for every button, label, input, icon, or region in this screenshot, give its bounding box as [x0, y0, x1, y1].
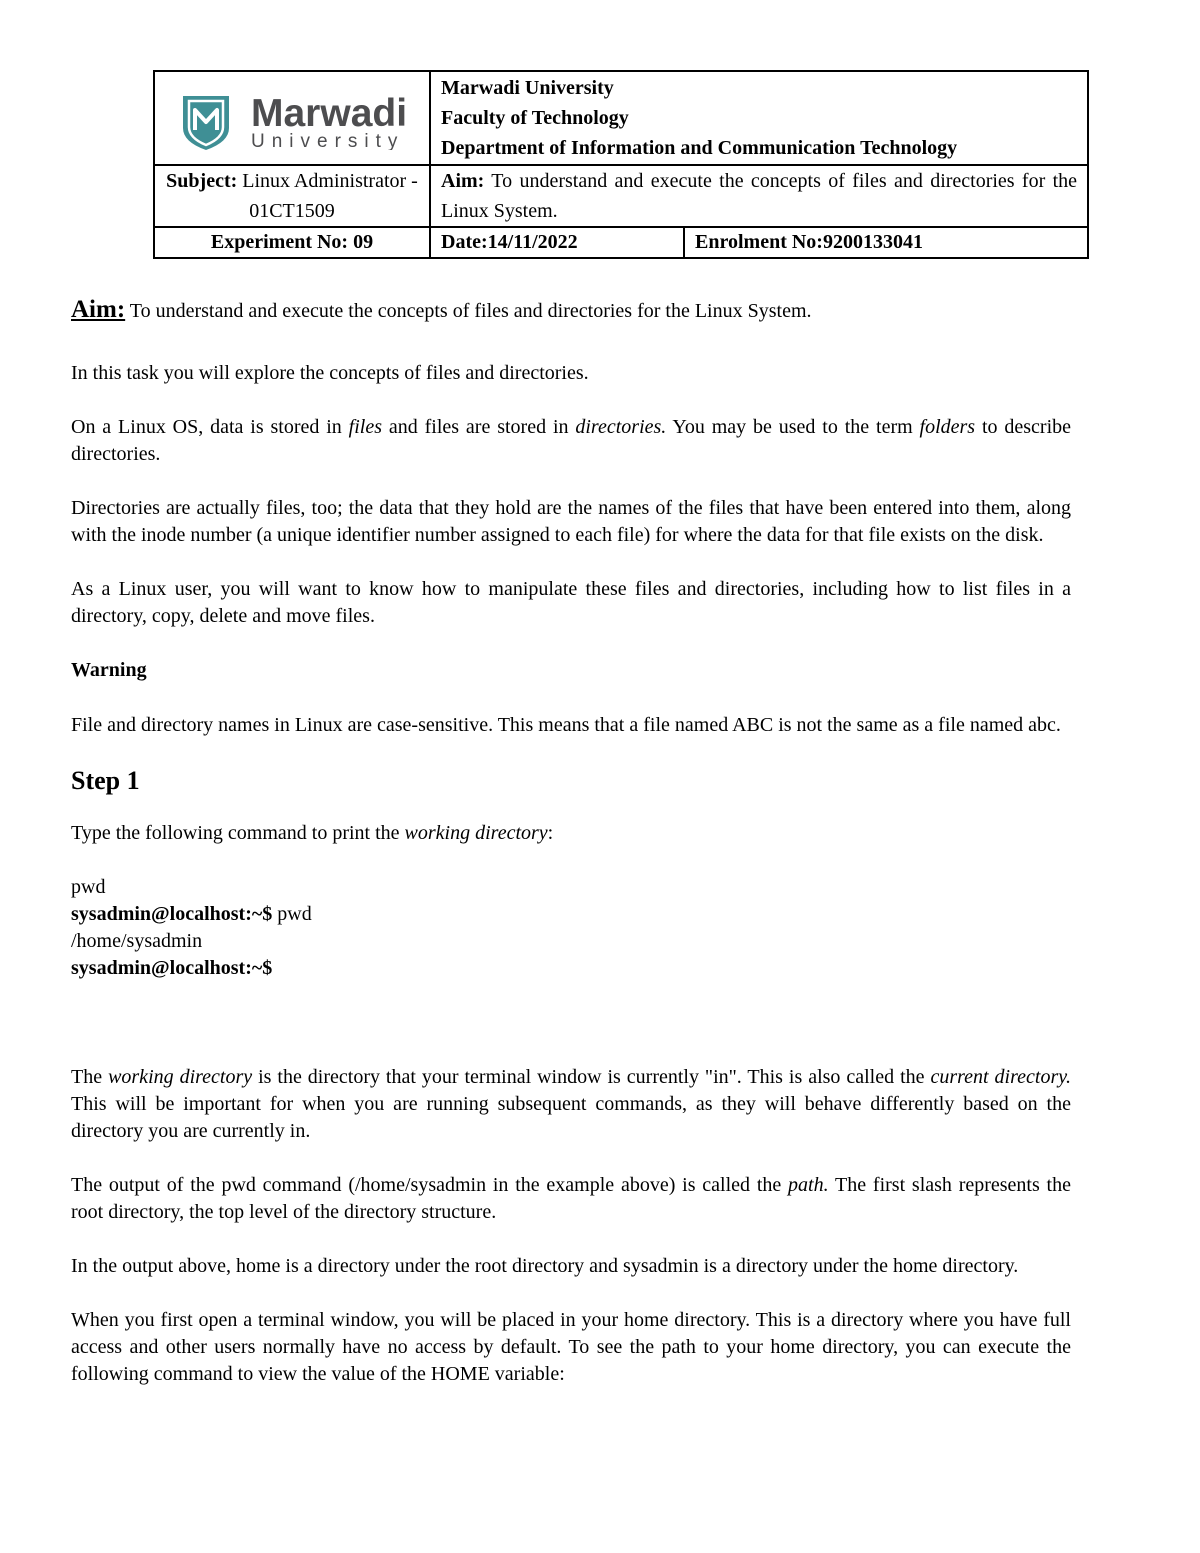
step-title: Step 1: [71, 766, 140, 795]
code-line-prompt: [71, 901, 1071, 928]
code-output: /home/sysadmin: [71, 930, 203, 952]
subject-value: Linux Administrator - 01CT1509: [237, 170, 418, 222]
warning-text: File and directory names in Linux are case-sensitive. This means that a file named ABC is not the same as a file named abc.: [71, 714, 1061, 736]
logo-cell: [154, 71, 430, 165]
text-run-italic: files: [348, 416, 383, 438]
experiment-number: Experiment No: 09: [154, 227, 430, 258]
text-run: On a Linux OS, data is stored in: [71, 416, 349, 438]
logo-word: Marwadi: [251, 92, 408, 135]
text-run: This will be important for when you are running subsequent commands, as they will behave differently based on the directory you are currently in.: [71, 1093, 1071, 1142]
document-body: [71, 296, 1071, 1388]
code-command-after-prompt: pwd: [272, 903, 312, 925]
text-run: The output of the pwd command (/home/sysadmin in the example above) is called the: [71, 1174, 789, 1196]
terminal-prompt: sysadmin@localhost:~$: [71, 903, 273, 925]
experiment-date: Date:14/11/2022: [430, 227, 684, 258]
university-info: [430, 71, 1088, 165]
aim-cell: [430, 165, 1088, 227]
header-aim-label: Aim:: [441, 170, 485, 192]
text-run-italic: directories.: [575, 416, 667, 438]
text-run: is the directory that your terminal window is currently "in". This is also called the: [252, 1066, 931, 1088]
subject-label: Subject:: [166, 170, 238, 192]
text-run-italic: working directory: [108, 1066, 253, 1088]
paragraph-path: [71, 1172, 1071, 1226]
text-run-italic: working directory: [404, 822, 548, 844]
paragraph-working-directory: [71, 1064, 1071, 1145]
aim-label: Aim:: [71, 296, 126, 323]
code-command: pwd: [71, 876, 106, 898]
text-run: Type the following command to print the: [71, 822, 405, 844]
header-aim-value: To understand and execute the concepts of files and directories for the Linux System.: [441, 170, 1078, 222]
paragraph-home-root: In the output above, home is a directory under the root directory and sysadmin is a directory under the home directory.: [71, 1255, 1019, 1277]
paragraph-home-directory: When you first open a terminal window, you will be placed in your home directory. This is a directory where you have full access and other users normally have no access by default. To see the path to your home directory, you can execute the following command to view the value of the HOME variable:: [71, 1309, 1071, 1385]
paragraph-storage: [71, 414, 1071, 468]
paragraph-intro: In this task you will explore the concepts of files and directories.: [71, 362, 589, 384]
paragraph-directories: Directories are actually files, too; the data that they hold are the names of the files that have been entered into them, along with the inode number (a unique identifier number assigned to each file) for where the data for that file exists on the disk.: [71, 497, 1071, 546]
text-run: The: [71, 1066, 109, 1088]
text-run: The first slash represents the root directory, the top level of the directory structure.: [71, 1174, 1071, 1223]
paragraph-manipulate: As a Linux user, you will want to know how to manipulate these files and directories, including how to list files in a directory, copy, delete and move files.: [71, 578, 1071, 627]
subject-cell: [154, 165, 430, 227]
aim-text: To understand and execute the concepts of files and directories for the Linux System.: [125, 300, 812, 322]
text-run: :: [547, 822, 554, 844]
step-intro: [71, 820, 1071, 847]
header-table: [153, 70, 1089, 259]
enrolment-number: Enrolment No:9200133041: [684, 227, 1088, 258]
terminal-prompt-end: sysadmin@localhost:~$: [71, 957, 273, 979]
text-run: to describe directories.: [71, 416, 1072, 465]
university-name: Marwadi University: [441, 77, 614, 99]
text-run: and files are stored in: [382, 416, 576, 438]
aim-paragraph: [71, 296, 1071, 325]
text-run-italic: current directory.: [930, 1066, 1072, 1088]
faculty-name: Faculty of Technology: [441, 107, 629, 129]
text-run-italic: path.: [788, 1174, 829, 1196]
code-block: [71, 874, 1071, 982]
text-run: You may be used to the term: [666, 416, 920, 438]
logo-sub: University: [251, 131, 405, 150]
department-name: Department of Information and Communication Technology: [441, 137, 958, 159]
marwadi-university-logo: [181, 90, 431, 150]
text-run-italic: folders: [919, 416, 976, 438]
warning-title: Warning: [71, 659, 147, 681]
